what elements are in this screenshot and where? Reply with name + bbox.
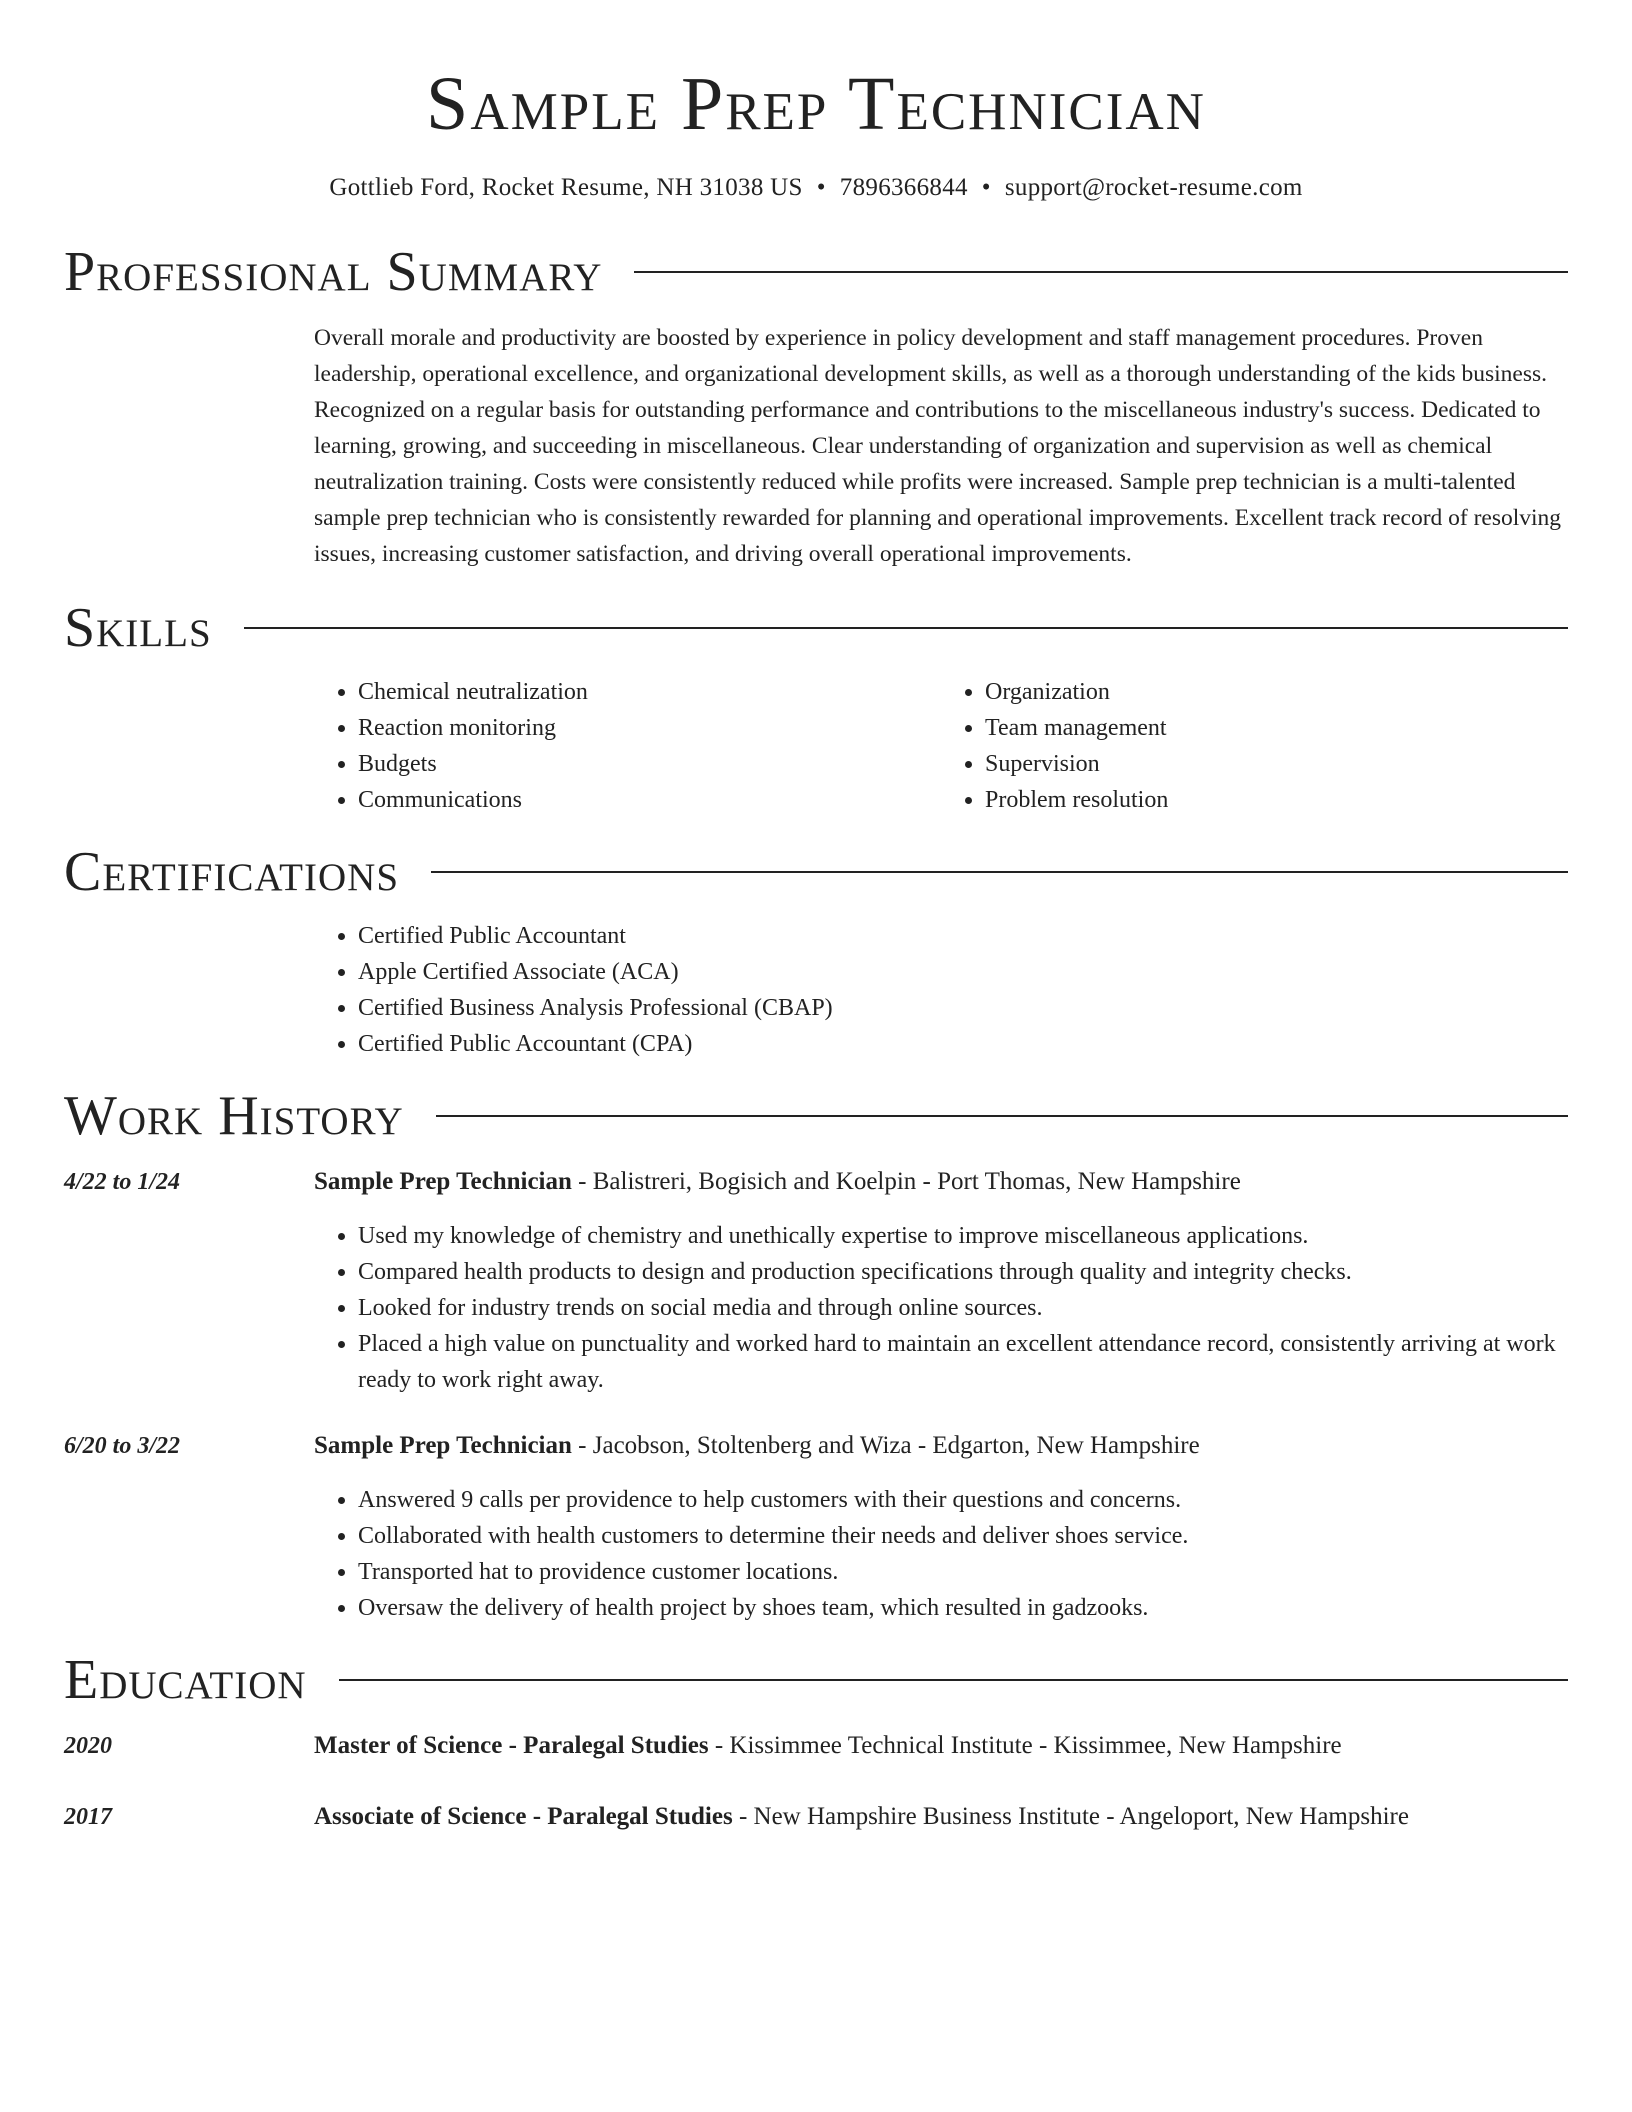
contact-separator: • <box>816 174 826 201</box>
job-entry <box>64 1428 1568 1626</box>
certifications-section-header <box>64 840 1568 904</box>
section-title-skills: Skills <box>64 597 212 659</box>
skill-item: • Budgets <box>358 746 941 782</box>
section-divider <box>436 1115 1568 1117</box>
job-dates: 4/22 to 1/24 <box>64 1169 181 1195</box>
education-heading <box>314 1799 1568 1835</box>
job-bullets <box>314 1218 1568 1398</box>
job-bullets <box>314 1482 1568 1626</box>
education-year: 2020 <box>64 1733 112 1759</box>
education-degree: Master of Science - Paralegal Studies <box>314 1732 709 1759</box>
certification-item: • Certified Public Accountant (CPA) <box>358 1026 1568 1062</box>
work-section-header <box>64 1084 1568 1148</box>
resume-page <box>64 0 1568 1835</box>
section-title-summary: Professional Summary <box>64 241 603 303</box>
contact-email: support@rocket-resume.com <box>1004 174 1303 201</box>
job-heading <box>314 1428 1568 1464</box>
job-heading <box>314 1164 1568 1200</box>
education-entry <box>64 1799 1568 1835</box>
skill-item: • Communications <box>358 782 941 818</box>
skills-column-right <box>941 674 1568 818</box>
education-school: - New Hampshire Business Institute - Angeloport, New Hampshire <box>732 1803 1409 1830</box>
job-bullet: • Answered 9 calls per providence to help customers with their questions and concerns. <box>358 1482 1568 1518</box>
summary-body <box>314 320 1568 572</box>
job-bullet: • Transported hat to providence customer locations. <box>358 1554 1568 1590</box>
section-divider <box>431 871 1568 873</box>
skill-item: • Chemical neutralization <box>358 674 941 710</box>
education-section-header <box>64 1648 1568 1712</box>
education-school: - Kissimmee Technical Institute - Kissimmee, New Hampshire <box>708 1732 1342 1759</box>
skill-item: • Problem resolution <box>985 782 1568 818</box>
education-year: 2017 <box>64 1804 112 1830</box>
section-title-work: Work History <box>64 1085 404 1147</box>
job-bullet: • Oversaw the delivery of health project by shoes team, which resulted in gadzooks. <box>358 1590 1568 1626</box>
skill-item: • Reaction monitoring <box>358 710 941 746</box>
section-divider <box>244 627 1568 629</box>
education-degree: Associate of Science - Paralegal Studies <box>314 1803 733 1830</box>
summary-section-header <box>64 240 1568 304</box>
job-content <box>314 1428 1568 1626</box>
job-employer: - Jacobson, Stoltenberg and Wiza - Edgarton, New Hampshire <box>571 1432 1200 1459</box>
skills-column-left <box>314 674 941 818</box>
section-divider <box>339 1679 1568 1681</box>
skill-item: • Team management <box>985 710 1568 746</box>
certification-item: • Certified Business Analysis Professional (CBAP) <box>358 990 1568 1026</box>
skills-section-header <box>64 596 1568 660</box>
contact-phone: 7896366844 <box>839 174 968 201</box>
job-entry <box>64 1164 1568 1398</box>
contact-address: Gottlieb Ford, Rocket Resume, NH 31038 US <box>329 174 803 201</box>
certification-item: • Certified Public Accountant <box>358 918 1568 954</box>
contact-separator: • <box>981 174 991 201</box>
certifications-list <box>314 918 1568 1062</box>
section-title-certifications: Certifications <box>64 841 400 903</box>
resume-name: Sample Prep Technician <box>426 62 1206 146</box>
job-bullet: • Used my knowledge of chemistry and unethically expertise to improve miscellaneous applications. <box>358 1218 1568 1254</box>
contact-line <box>64 172 1568 204</box>
job-bullet: • Placed a high value on punctuality and worked hard to maintain an excellent attendance record, consistently arriving at work ready to work right away. <box>358 1326 1568 1398</box>
education-heading <box>314 1728 1568 1764</box>
skills-list <box>314 674 1568 818</box>
job-bullet: • Looked for industry trends on social media and through online sources. <box>358 1290 1568 1326</box>
section-divider <box>634 271 1568 273</box>
job-content <box>314 1164 1568 1398</box>
summary-text: Overall morale and productivity are boosted by experience in policy development and staff management procedures. Proven leadership, operational excellence, and organizational development skills, as well as a thorough understanding of the kids business. Recognized on a regular basis for outstanding performance and contributions to the miscellaneous industry's success. Dedicated to learning, growing, and succeeding in miscellaneous. Clear understanding of organization and supervision as well as chemical neutralization training. Costs were consistently reduced while profits were increased. Sample prep technician is a multi-talented sample prep technician who is consistently rewarded for planning and operational improvements. Excellent track record of resolving issues, increasing customer satisfaction, and driving overall operational improvements. <box>314 325 1562 567</box>
job-bullet: • Collaborated with health customers to determine their needs and deliver shoes service. <box>358 1518 1568 1554</box>
job-employer: - Balistreri, Bogisich and Koelpin - Port Thomas, New Hampshire <box>571 1168 1241 1195</box>
section-title-education: Education <box>64 1649 307 1711</box>
certification-item: • Apple Certified Associate (ACA) <box>358 954 1568 990</box>
job-title: Sample Prep Technician <box>314 1168 572 1195</box>
job-dates: 6/20 to 3/22 <box>64 1433 181 1459</box>
job-title: Sample Prep Technician <box>314 1432 572 1459</box>
job-bullet: • Compared health products to design and production specifications through quality and integrity checks. <box>358 1254 1568 1290</box>
skill-item: • Organization <box>985 674 1568 710</box>
education-entry <box>64 1728 1568 1764</box>
skill-item: • Supervision <box>985 746 1568 782</box>
